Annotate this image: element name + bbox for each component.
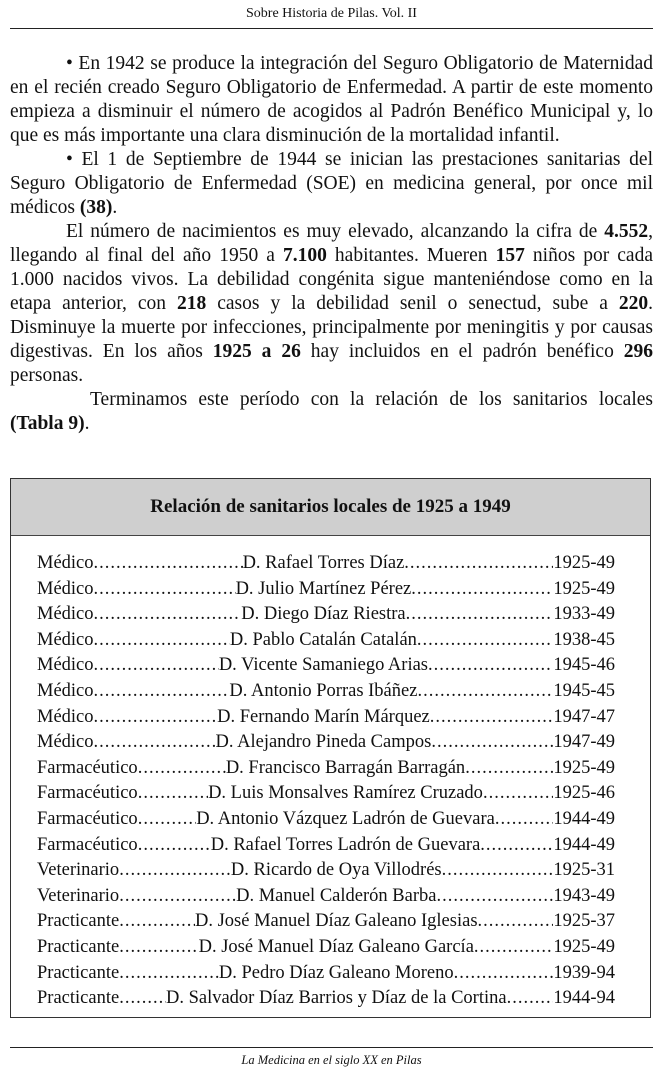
table-row xyxy=(37,961,615,987)
row-years: 1925-49 xyxy=(553,553,615,573)
table-row xyxy=(37,986,615,1012)
row-years: 1925-49 xyxy=(553,578,615,599)
row-years: 1944-94 xyxy=(553,988,615,1009)
row-name: D. José Manuel Díaz Galeano García xyxy=(198,936,474,957)
running-footer: La Medicina en el siglo XX en Pilas xyxy=(241,1053,422,1067)
table-row xyxy=(37,884,615,910)
row-role: Médico xyxy=(37,553,94,573)
row-role: Médico xyxy=(37,706,94,727)
senile-cases: 220 xyxy=(618,293,649,314)
table-row xyxy=(37,577,615,603)
row-name: D. Francisco Barragán Barragán xyxy=(225,757,466,778)
births-text-5: casos y la debilidad senil o senectud, sube a xyxy=(206,293,619,314)
dot-leader xyxy=(430,705,554,731)
row-years: 1933-49 xyxy=(553,604,615,625)
dot-leader xyxy=(119,935,198,961)
table-row xyxy=(37,781,615,807)
row-role: Farmacéutico xyxy=(37,808,138,829)
header-rule xyxy=(10,28,653,29)
row-role: Practicante xyxy=(37,911,120,932)
row-role: Practicante xyxy=(37,988,120,1009)
paragraph-1944-end: . xyxy=(112,197,118,218)
table-row xyxy=(37,858,615,884)
row-years: 1945-46 xyxy=(553,655,615,676)
table-row xyxy=(37,756,615,782)
dot-leader xyxy=(94,679,230,705)
dot-leader xyxy=(404,551,553,577)
row-name: D. Manuel Calderón Barba xyxy=(236,885,437,906)
row-years: 1943-49 xyxy=(553,885,615,906)
row-role: Farmacéutico xyxy=(37,834,138,855)
closing-text: Terminamos este período con la relación de los sanitarios locales xyxy=(90,389,653,410)
row-years: 1925-49 xyxy=(553,936,615,957)
table-row xyxy=(37,679,615,705)
dot-leader xyxy=(417,679,553,705)
dot-leader xyxy=(94,628,230,654)
row-role: Médico xyxy=(37,578,94,599)
infant-deaths: 157 xyxy=(495,245,525,266)
births-text-6: . Disminuye la muerte por infecciones, principalmente por meningitis y por causas digestivas. En los años xyxy=(10,293,654,362)
row-years: 1947-49 xyxy=(553,732,615,753)
row-name: D. Salvador Díaz Barrios y Díaz de la Cortina xyxy=(165,988,507,1009)
dot-leader xyxy=(478,909,554,935)
row-role: Médico xyxy=(37,655,94,676)
body-text xyxy=(10,52,653,436)
dot-leader xyxy=(119,909,195,935)
table-reference: (Tabla 9) xyxy=(10,413,85,434)
row-name: D. Vicente Samaniego Arias xyxy=(218,655,429,676)
row-name: D. Rafael Torres Ladrón de Guevara xyxy=(210,834,481,855)
dot-leader xyxy=(119,858,231,884)
row-role: Practicante xyxy=(37,936,120,957)
row-name: D. Luis Monsalves Ramírez Cruzado xyxy=(208,783,483,804)
births-text-4: niños por cada 1.000 nacidos vivos. La debilidad congénita sigue manteniéndose como en la etapa anterior, con xyxy=(10,245,653,314)
births-text-8: personas. xyxy=(10,365,84,386)
table-row xyxy=(37,705,615,731)
row-years: 1938-45 xyxy=(553,629,615,650)
dot-leader xyxy=(454,961,554,987)
dot-leader xyxy=(138,833,211,859)
births-text-2: , llegando al final del año 1950 a xyxy=(10,221,653,266)
table-row xyxy=(37,935,615,961)
table-row xyxy=(37,653,615,679)
births-text-7: hay incluidos en el padrón benéfico xyxy=(300,341,624,362)
footer-rule xyxy=(10,1047,653,1048)
dot-leader xyxy=(94,653,219,679)
row-years: 1944-49 xyxy=(553,834,615,855)
paragraph-closing xyxy=(10,388,653,436)
row-role: Médico xyxy=(37,732,94,753)
row-name: D. Antonio Vázquez Ladrón de Guevara xyxy=(196,808,495,829)
dot-leader xyxy=(431,730,553,756)
table-title: Relación de sanitarios locales de 1925 a 1949 xyxy=(11,479,650,536)
padron-persons: 296 xyxy=(623,341,654,362)
table-row xyxy=(37,909,615,935)
row-years: 1925-46 xyxy=(553,783,615,804)
dot-leader xyxy=(138,807,197,833)
dot-leader xyxy=(442,858,554,884)
dot-leader xyxy=(428,653,553,679)
births-text-1: El número de nacimientos es muy elevado, alcanzando la cifra de xyxy=(66,221,605,242)
dot-leader xyxy=(138,781,208,807)
dot-leader xyxy=(94,705,218,731)
dot-leader xyxy=(94,602,242,628)
table-row xyxy=(37,833,615,859)
dot-leader xyxy=(495,807,554,833)
births-total: 4.552 xyxy=(604,221,649,242)
row-years: 1939-94 xyxy=(553,962,615,983)
row-role: Veterinario xyxy=(37,860,120,881)
table-row xyxy=(37,730,615,756)
row-role: Médico xyxy=(37,604,94,625)
table-row xyxy=(37,628,615,654)
dot-leader xyxy=(406,602,554,628)
table-row xyxy=(37,807,615,833)
row-name: D. Pedro Díaz Galeano Moreno xyxy=(218,962,454,983)
table-row xyxy=(37,602,615,628)
dot-leader xyxy=(480,833,553,859)
row-years: 1947-47 xyxy=(553,706,615,727)
row-name: D. Pablo Catalán Catalán xyxy=(229,629,417,650)
row-role: Farmacéutico xyxy=(37,757,138,778)
paragraph-1944-text: • El 1 de Septiembre de 1944 se inician las prestaciones sanitarias del Seguro Obligatorio de Enfermedad (SOE) en medicina general, por once mil médicos xyxy=(10,149,653,218)
inhabitants-1950: 7.100 xyxy=(282,245,327,266)
running-header: Sobre Historia de Pilas. Vol. II xyxy=(246,6,417,21)
sanitarios-table xyxy=(10,478,651,1018)
row-years: 1925-31 xyxy=(553,860,615,881)
reference-38: (38) xyxy=(79,197,113,218)
padron-years: 1925 a 26 xyxy=(212,341,301,362)
dot-leader xyxy=(417,628,553,654)
table-row xyxy=(37,551,615,577)
dot-leader xyxy=(474,935,553,961)
births-text-3: habitantes. Mueren xyxy=(326,245,496,266)
row-role: Médico xyxy=(37,680,94,701)
row-years: 1925-37 xyxy=(553,911,615,932)
row-name: D. Fernando Marín Márquez xyxy=(217,706,430,727)
dot-leader xyxy=(94,730,216,756)
row-name: D. Ricardo de Oya Villodrés xyxy=(230,860,442,881)
row-role: Médico xyxy=(37,629,94,650)
row-role: Farmacéutico xyxy=(37,783,138,804)
dot-leader xyxy=(119,884,236,910)
row-name: D. Antonio Porras Ibáñez xyxy=(229,680,418,701)
dot-leader xyxy=(411,577,553,603)
row-name: D. Alejandro Pineda Campos xyxy=(215,732,432,753)
dot-leader xyxy=(138,756,226,782)
paragraph-births xyxy=(10,220,653,388)
paragraph-1942: • En 1942 se produce la integración del Seguro Obligatorio de Maternidad en el recién creado Seguro Obligatorio de Enfermedad. A partir de este momento empieza a disminuir el número de acogidos al Padrón Benéfico Municipal y, lo que es más importante una clara disminución de la mortalidad infantil. xyxy=(10,53,653,146)
row-name: D. José Manuel Díaz Galeano Iglesias xyxy=(194,911,478,932)
congenital-cases: 218 xyxy=(177,293,207,314)
row-years: 1944-49 xyxy=(553,808,615,829)
dot-leader xyxy=(465,756,553,782)
row-years: 1945-45 xyxy=(553,680,615,701)
dot-leader xyxy=(436,884,553,910)
row-name: D. Rafael Torres Díaz xyxy=(242,553,405,573)
paragraph-1944 xyxy=(10,148,653,220)
row-role: Veterinario xyxy=(37,885,120,906)
dot-leader xyxy=(94,577,236,603)
closing-end: . xyxy=(84,413,90,434)
row-name: D. Diego Díaz Riestra xyxy=(241,604,406,625)
dot-leader xyxy=(507,986,554,1012)
table-rows xyxy=(37,551,615,1012)
row-role: Practicante xyxy=(37,962,120,983)
row-name: D. Julio Martínez Pérez xyxy=(235,578,412,599)
row-years: 1925-49 xyxy=(553,757,615,778)
dot-leader xyxy=(483,781,553,807)
dot-leader xyxy=(119,986,166,1012)
dot-leader xyxy=(94,551,243,577)
dot-leader xyxy=(119,961,219,987)
